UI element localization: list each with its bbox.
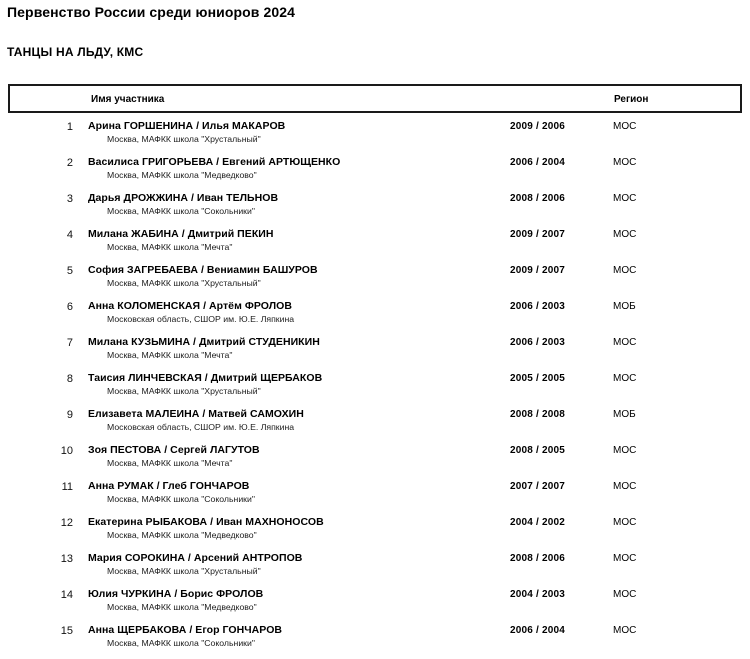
table-row bbox=[0, 365, 750, 401]
entry-athlete-names: Арина ГОРШЕНИНА / Илья МАКАРОВ bbox=[88, 120, 286, 132]
table-row bbox=[0, 509, 750, 545]
entry-region: МОС bbox=[613, 553, 637, 564]
entry-athlete-names: Анна ЩЕРБАКОВА / Егор ГОНЧАРОВ bbox=[88, 624, 283, 636]
entry-rank: 6 bbox=[66, 301, 73, 313]
entry-rank: 7 bbox=[66, 337, 73, 349]
entry-birth-years: 2008 / 2006 bbox=[510, 553, 566, 564]
column-header-name: Имя участника bbox=[91, 94, 165, 105]
entry-athlete-names: Анна РУМАК / Глеб ГОНЧАРОВ bbox=[88, 480, 250, 492]
table-row bbox=[0, 401, 750, 437]
entry-club: Москва, МАФКК школа "Медведково" bbox=[107, 170, 257, 180]
entry-club: Москва, МАФКК школа "Мечта" bbox=[107, 350, 233, 360]
entry-club: Москва, МАФКК школа "Медведково" bbox=[107, 602, 257, 612]
table-row bbox=[0, 437, 750, 473]
entry-birth-years: 2005 / 2005 bbox=[510, 373, 566, 384]
entry-rank: 14 bbox=[60, 589, 73, 601]
entry-club: Москва, МАФКК школа "Сокольники" bbox=[107, 206, 255, 216]
entry-club: Москва, МАФКК школа "Мечта" bbox=[107, 458, 233, 468]
entry-athlete-names: Милана КУЗЬМИНА / Дмитрий СТУДЕНИКИН bbox=[88, 336, 320, 348]
table-row bbox=[0, 329, 750, 365]
entry-rank: 9 bbox=[66, 409, 73, 421]
entry-club: Москва, МАФКК школа "Мечта" bbox=[107, 242, 233, 252]
entry-birth-years: 2006 / 2003 bbox=[510, 337, 566, 348]
table-row bbox=[0, 113, 750, 149]
entry-athlete-names: София ЗАГРЕБАЕВА / Вениамин БАШУРОВ bbox=[88, 264, 318, 276]
entry-athlete-names: Дарья ДРОЖЖИНА / Иван ТЕЛЬНОВ bbox=[88, 192, 279, 204]
table-row bbox=[0, 185, 750, 221]
entry-athlete-names: Зоя ПЕСТОВА / Сергей ЛАГУТОВ bbox=[88, 444, 260, 456]
entry-athlete-names: Елизавета МАЛЕИНА / Матвей САМОХИН bbox=[88, 408, 304, 420]
entry-club: Московская область, СШОР им. Ю.Е. Ляпкина bbox=[107, 422, 295, 432]
entry-athlete-names: Юлия ЧУРКИНА / Борис ФРОЛОВ bbox=[88, 588, 264, 600]
entry-birth-years: 2009 / 2006 bbox=[510, 121, 566, 132]
entry-region: МОС bbox=[613, 625, 637, 636]
entry-club: Москва, МАФКК школа "Сокольники" bbox=[107, 494, 255, 504]
table-row bbox=[0, 221, 750, 257]
entry-birth-years: 2006 / 2004 bbox=[510, 157, 566, 168]
entry-rank: 11 bbox=[61, 481, 73, 493]
table-row bbox=[0, 149, 750, 185]
entry-region: МОС bbox=[613, 193, 637, 204]
table-row bbox=[0, 581, 750, 617]
entry-rank: 5 bbox=[66, 265, 73, 277]
table-row bbox=[0, 617, 750, 653]
entry-birth-years: 2004 / 2002 bbox=[510, 517, 566, 528]
entry-club: Москва, МАФКК школа "Хрустальный" bbox=[107, 278, 261, 288]
entry-athlete-names: Василиса ГРИГОРЬЕВА / Евгений АРТЮЩЕНКО bbox=[88, 156, 341, 168]
entry-rank: 4 bbox=[66, 229, 73, 241]
entry-rank: 2 bbox=[66, 157, 73, 169]
entries-list bbox=[0, 113, 750, 653]
entry-region: МОС bbox=[613, 265, 637, 276]
entry-birth-years: 2009 / 2007 bbox=[510, 229, 566, 240]
table-row bbox=[0, 293, 750, 329]
entry-birth-years: 2008 / 2006 bbox=[510, 193, 566, 204]
page-title: Первенство России среди юниоров 2024 bbox=[7, 4, 296, 20]
entry-athlete-names: Мария СОРОКИНА / Арсений АНТРОПОВ bbox=[88, 552, 303, 564]
entry-birth-years: 2007 / 2007 bbox=[510, 481, 566, 492]
entry-region: МОС bbox=[613, 157, 637, 168]
entry-rank: 3 bbox=[66, 193, 73, 205]
entry-rank: 15 bbox=[60, 625, 73, 637]
entry-region: МОС bbox=[613, 121, 637, 132]
entry-athlete-names: Таисия ЛИНЧЕВСКАЯ / Дмитрий ЩЕРБАКОВ bbox=[88, 372, 323, 384]
entry-rank: 13 bbox=[60, 553, 73, 565]
column-header-region: Регион bbox=[614, 94, 649, 105]
entry-region: МОС bbox=[613, 337, 637, 348]
entry-region: МОС bbox=[613, 229, 637, 240]
entry-birth-years: 2009 / 2007 bbox=[510, 265, 566, 276]
entry-rank: 10 bbox=[60, 445, 73, 457]
entry-region: МОБ bbox=[613, 301, 636, 312]
table-header bbox=[8, 84, 742, 113]
entry-athlete-names: Анна КОЛОМЕНСКАЯ / Артём ФРОЛОВ bbox=[88, 300, 293, 312]
discipline-subtitle: ТАНЦЫ НА ЛЬДУ, КМС bbox=[7, 45, 144, 59]
entry-birth-years: 2006 / 2004 bbox=[510, 625, 566, 636]
entry-club: Москва, МАФКК школа "Сокольники" bbox=[107, 638, 255, 648]
entry-region: МОС bbox=[613, 481, 637, 492]
entry-birth-years: 2008 / 2008 bbox=[510, 409, 566, 420]
entry-region: МОС bbox=[613, 445, 637, 456]
entry-birth-years: 2008 / 2005 bbox=[510, 445, 566, 456]
entry-athlete-names: Милана ЖАБИНА / Дмитрий ПЕКИН bbox=[88, 228, 274, 240]
entry-birth-years: 2006 / 2003 bbox=[510, 301, 566, 312]
entry-region: МОС bbox=[613, 589, 637, 600]
entry-region: МОБ bbox=[613, 409, 636, 420]
entry-athlete-names: Екатерина РЫБАКОВА / Иван МАХНОНОСОВ bbox=[88, 516, 324, 528]
entry-rank: 8 bbox=[66, 373, 73, 385]
entry-birth-years: 2004 / 2003 bbox=[510, 589, 566, 600]
entry-club: Москва, МАФКК школа "Хрустальный" bbox=[107, 386, 261, 396]
table-row bbox=[0, 257, 750, 293]
table-row bbox=[0, 545, 750, 581]
entry-club: Москва, МАФКК школа "Хрустальный" bbox=[107, 566, 261, 576]
entry-club: Москва, МАФКК школа "Медведково" bbox=[107, 530, 257, 540]
entry-region: МОС bbox=[613, 373, 637, 384]
entry-club: Москва, МАФКК школа "Хрустальный" bbox=[107, 134, 261, 144]
table-row bbox=[0, 473, 750, 509]
entry-rank: 1 bbox=[66, 121, 73, 133]
entry-region: МОС bbox=[613, 517, 637, 528]
entry-rank: 12 bbox=[60, 517, 73, 529]
entry-club: Московская область, СШОР им. Ю.Е. Ляпкина bbox=[107, 314, 295, 324]
